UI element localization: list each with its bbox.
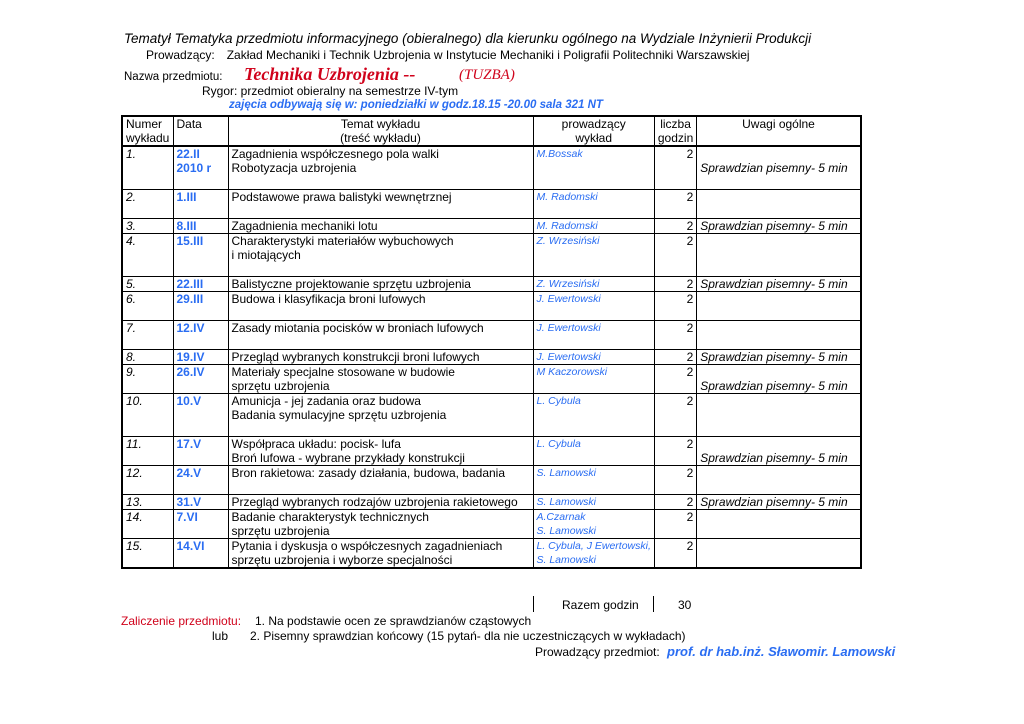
cell-lecturer	[533, 451, 654, 466]
cell-lecturer	[533, 408, 654, 422]
cell-number	[122, 175, 173, 190]
cell-note	[697, 262, 861, 277]
cell-hours	[654, 175, 696, 190]
cell-date: 1.III	[173, 190, 228, 205]
cell-hours: 2	[654, 219, 696, 234]
cell-note	[697, 146, 861, 161]
cell-lecturer: L. Cybula	[533, 394, 654, 409]
table-row	[122, 553, 861, 568]
header-lecturer: prowadzący	[533, 116, 654, 131]
lecturers-value: Zakład Mechaniki i Technik Uzbrojenia w Instytucie Mechaniki i Poligrafii Politechniki Warszawskiej	[226, 48, 750, 62]
cell-topic: Przegląd wybranych rodzajów uzbrojenia rakietowego	[228, 495, 533, 510]
cell-lecturer	[533, 335, 654, 350]
cell-lecturer: J. Ewertowski	[533, 321, 654, 336]
cell-date: 14.VI	[173, 539, 228, 554]
cell-hours: 2	[654, 321, 696, 336]
cell-topic: Badania symulacyjne sprzętu uzbrojenia	[228, 408, 533, 422]
assessment-option-1: 1. Na podstawie ocen ze sprawdzianów cząstowych	[255, 614, 532, 628]
cell-date	[173, 175, 228, 190]
course-schedule: zajęcia odbywają się w: poniedziałki w godz.18.15 -20.00 sala 321 NT	[229, 99, 603, 111]
cell-date: 19.IV	[173, 350, 228, 365]
cell-topic: Współpraca układu: pocisk- lufa	[228, 437, 533, 452]
cell-topic	[228, 204, 533, 219]
cell-note	[697, 408, 861, 422]
cell-lecturer: L. Cybula, J Ewertowski,	[533, 539, 654, 554]
header-topic: Temat wykładu	[228, 116, 533, 131]
table-header-row	[122, 116, 861, 131]
cell-lecturer	[533, 422, 654, 437]
lecture-table	[121, 115, 862, 569]
cell-topic: Balistyczne projektowanie sprzętu uzbrojenia	[228, 277, 533, 292]
cell-date: 31.V	[173, 495, 228, 510]
lead-lecturer-name: prof. dr hab.inż. Sławomir. Lamowski	[667, 644, 896, 659]
cell-date	[173, 451, 228, 466]
cell-lecturer: S. Lamowski	[533, 524, 654, 539]
cell-lecturer	[533, 306, 654, 321]
cell-lecturer: M Kaczorowski	[533, 365, 654, 380]
cell-number: 3.	[122, 219, 173, 234]
cell-note	[697, 422, 861, 437]
cell-number: 9.	[122, 365, 173, 380]
cell-hours	[654, 408, 696, 422]
table-header-row-2	[122, 131, 861, 146]
cell-lecturer: M.Bossak	[533, 146, 654, 161]
header-topic-2: (treść wykładu)	[228, 131, 533, 146]
cell-topic	[228, 422, 533, 437]
cell-note	[697, 524, 861, 539]
cell-note: Sprawdzian pisemny- 5 min	[697, 219, 861, 234]
cell-topic	[228, 262, 533, 277]
cell-note	[697, 175, 861, 190]
cell-topic: Zasady miotania pocisków w broniach lufowych	[228, 321, 533, 336]
cell-hours: 2	[654, 495, 696, 510]
cell-lecturer: J. Ewertowski	[533, 350, 654, 365]
cell-hours: 2	[654, 277, 696, 292]
cell-topic: Bron rakietowa: zasady działania, budowa, badania	[228, 466, 533, 481]
cell-number	[122, 422, 173, 437]
cell-note	[697, 437, 861, 452]
cell-hours: 2	[654, 365, 696, 380]
table-row	[122, 321, 861, 336]
cell-note	[697, 204, 861, 219]
assessment-label: Zaliczenie przedmiotu:	[121, 614, 242, 628]
cell-number: 7.	[122, 321, 173, 336]
table-row	[122, 262, 861, 277]
cell-hours: 2	[654, 539, 696, 554]
cell-topic: Charakterystyki materiałów wybuchowych	[228, 234, 533, 249]
cell-hours: 2	[654, 437, 696, 452]
cell-date	[173, 248, 228, 262]
table-row	[122, 277, 861, 292]
table-row	[122, 495, 861, 510]
cell-note: Sprawdzian pisemny- 5 min	[697, 161, 861, 175]
cell-number: 2.	[122, 190, 173, 205]
cell-hours: 2	[654, 394, 696, 409]
cell-topic: sprzętu uzbrojenia	[228, 379, 533, 394]
table-row	[122, 422, 861, 437]
cell-note	[697, 539, 861, 554]
lecture-table-body	[122, 116, 861, 568]
table-row	[122, 335, 861, 350]
cell-hours	[654, 262, 696, 277]
cell-topic	[228, 480, 533, 495]
cell-hours: 2	[654, 350, 696, 365]
cell-note: Sprawdzian pisemny- 5 min	[697, 350, 861, 365]
cell-hours	[654, 248, 696, 262]
cell-topic	[228, 175, 533, 190]
table-row	[122, 437, 861, 452]
cell-note	[697, 335, 861, 350]
cell-hours: 2	[654, 292, 696, 307]
cell-note	[697, 394, 861, 409]
cell-date: 26.IV	[173, 365, 228, 380]
lecturers-line	[146, 48, 750, 62]
total-separator-right	[653, 596, 654, 612]
cell-date: 8.III	[173, 219, 228, 234]
cell-hours	[654, 553, 696, 568]
cell-note: Sprawdzian pisemny- 5 min	[697, 379, 861, 394]
header-date: Data	[173, 116, 228, 131]
cell-note	[697, 480, 861, 495]
table-row	[122, 161, 861, 175]
cell-date: 2010 r	[173, 161, 228, 175]
cell-lecturer	[533, 204, 654, 219]
table-row	[122, 306, 861, 321]
cell-date: 10.V	[173, 394, 228, 409]
cell-lecturer: A.Czarnak	[533, 510, 654, 525]
cell-lecturer: Z. Wrzesiński	[533, 277, 654, 292]
cell-lecturer	[533, 175, 654, 190]
cell-hours: 2	[654, 190, 696, 205]
table-row	[122, 480, 861, 495]
cell-lecturer	[533, 161, 654, 175]
cell-number	[122, 248, 173, 262]
course-label: Nazwa przedmiotu:	[124, 71, 223, 83]
table-row	[122, 539, 861, 554]
cell-topic	[228, 335, 533, 350]
table-row	[122, 190, 861, 205]
cell-date: 17.V	[173, 437, 228, 452]
cell-number	[122, 451, 173, 466]
table-row	[122, 451, 861, 466]
cell-number	[122, 306, 173, 321]
cell-date: 24.V	[173, 466, 228, 481]
cell-lecturer: M. Radomski	[533, 219, 654, 234]
table-row	[122, 175, 861, 190]
header-number: Numer	[122, 116, 173, 131]
cell-date	[173, 335, 228, 350]
cell-number: 14.	[122, 510, 173, 525]
cell-number	[122, 524, 173, 539]
cell-note	[697, 321, 861, 336]
header-notes: Uwagi ogólne	[697, 116, 861, 131]
cell-topic: Broń lufowa - wybrane przykłady konstrukcji	[228, 451, 533, 466]
cell-number: 11.	[122, 437, 173, 452]
cell-date	[173, 480, 228, 495]
header-notes-2	[697, 131, 861, 146]
lecturers-label: Prowadzący:	[146, 48, 215, 62]
cell-note	[697, 553, 861, 568]
cell-number	[122, 262, 173, 277]
cell-hours	[654, 204, 696, 219]
header-number-2: wykładu	[122, 131, 173, 146]
cell-note	[697, 365, 861, 380]
cell-hours: 2	[654, 466, 696, 481]
cell-topic: i miotających	[228, 248, 533, 262]
cell-date	[173, 379, 228, 394]
cell-number: 10.	[122, 394, 173, 409]
cell-hours	[654, 379, 696, 394]
cell-note: Sprawdzian pisemny- 5 min	[697, 277, 861, 292]
total-separator-left	[533, 596, 534, 612]
cell-hours	[654, 524, 696, 539]
table-row	[122, 365, 861, 380]
cell-date: 15.III	[173, 234, 228, 249]
cell-date: 7.VI	[173, 510, 228, 525]
table-row	[122, 510, 861, 525]
cell-topic: Badanie charakterystyk technicznych	[228, 510, 533, 525]
cell-note	[697, 466, 861, 481]
cell-lecturer: S. Lamowski	[533, 495, 654, 510]
header-hours-2: godzin	[654, 131, 696, 146]
cell-date	[173, 408, 228, 422]
cell-lecturer: M. Radomski	[533, 190, 654, 205]
cell-topic: Zagadnienia mechaniki lotu	[228, 219, 533, 234]
cell-note	[697, 306, 861, 321]
cell-hours	[654, 480, 696, 495]
cell-note	[697, 190, 861, 205]
cell-hours: 2	[654, 510, 696, 525]
cell-hours	[654, 422, 696, 437]
table-row	[122, 466, 861, 481]
cell-hours	[654, 161, 696, 175]
cell-lecturer	[533, 248, 654, 262]
table-row	[122, 524, 861, 539]
cell-date	[173, 204, 228, 219]
assessment-option-2: 2. Pisemny sprawdzian końcowy (15 pytań- dla nie uczestniczących w wykładach)	[250, 629, 686, 643]
table-row	[122, 292, 861, 307]
cell-note: Sprawdzian pisemny- 5 min	[697, 451, 861, 466]
cell-hours	[654, 335, 696, 350]
cell-date: 12.IV	[173, 321, 228, 336]
cell-lecturer	[533, 480, 654, 495]
cell-number	[122, 408, 173, 422]
cell-number: 12.	[122, 466, 173, 481]
cell-number: 8.	[122, 350, 173, 365]
cell-topic: Podstawowe prawa balistyki wewnętrznej	[228, 190, 533, 205]
cell-lecturer: J. Ewertowski	[533, 292, 654, 307]
cell-lecturer	[533, 262, 654, 277]
cell-topic: Przegląd wybranych konstrukcji broni lufowych	[228, 350, 533, 365]
table-row	[122, 234, 861, 249]
cell-number: 1.	[122, 146, 173, 161]
cell-hours: 2	[654, 146, 696, 161]
cell-date: 29.III	[173, 292, 228, 307]
cell-topic: Zagadnienia współczesnego pola walki	[228, 146, 533, 161]
cell-lecturer	[533, 379, 654, 394]
table-row	[122, 379, 861, 394]
cell-number	[122, 553, 173, 568]
header-date-2	[173, 131, 228, 146]
course-name: Technika Uzbrojenia --	[244, 64, 416, 84]
cell-note	[697, 292, 861, 307]
table-row	[122, 408, 861, 422]
cell-date: 22.II	[173, 146, 228, 161]
cell-number: 15.	[122, 539, 173, 554]
cell-hours: 2	[654, 234, 696, 249]
cell-date	[173, 262, 228, 277]
table-row	[122, 219, 861, 234]
cell-date	[173, 306, 228, 321]
cell-topic: Budowa i klasyfikacja broni lufowych	[228, 292, 533, 307]
cell-date	[173, 524, 228, 539]
cell-topic: Amunicja - jej zadania oraz budowa	[228, 394, 533, 409]
table-row	[122, 146, 861, 161]
cell-date	[173, 553, 228, 568]
cell-topic	[228, 306, 533, 321]
cell-number	[122, 335, 173, 350]
cell-hours	[654, 306, 696, 321]
cell-number	[122, 480, 173, 495]
cell-note	[697, 234, 861, 249]
cell-topic: Robotyzacja uzbrojenia	[228, 161, 533, 175]
cell-lecturer: L. Cybula	[533, 437, 654, 452]
course-code: (TUZBA)	[459, 67, 515, 83]
header-hours: liczba	[654, 116, 696, 131]
cell-topic: Pytania i dyskusja o współczesnych zagadnieniach	[228, 539, 533, 554]
total-hours-value: 30	[678, 598, 692, 612]
cell-date	[173, 422, 228, 437]
cell-note	[697, 510, 861, 525]
cell-number	[122, 161, 173, 175]
table-row	[122, 204, 861, 219]
total-hours-label: Razem godzin	[562, 598, 639, 612]
cell-topic: Materiały specjalne stosowane w budowie	[228, 365, 533, 380]
cell-number: 4.	[122, 234, 173, 249]
cell-topic: sprzętu uzbrojenia i wyborze specjalności	[228, 553, 533, 568]
table-row	[122, 394, 861, 409]
cell-number: 6.	[122, 292, 173, 307]
cell-number	[122, 379, 173, 394]
cell-lecturer: S. Lamowski	[533, 553, 654, 568]
cell-number: 5.	[122, 277, 173, 292]
assessment-or: lub	[212, 629, 229, 643]
cell-lecturer: S. Lamowski	[533, 466, 654, 481]
course-rigor: Rygor: przedmiot obieralny na semestrze IV-tym	[202, 84, 459, 98]
cell-hours	[654, 451, 696, 466]
cell-lecturer: Z. Wrzesiński	[533, 234, 654, 249]
table-row	[122, 248, 861, 262]
cell-number: 13.	[122, 495, 173, 510]
cell-note	[697, 248, 861, 262]
cell-topic: sprzętu uzbrojenia	[228, 524, 533, 539]
cell-date: 22.III	[173, 277, 228, 292]
lead-lecturer-label: Prowadzący przedmiot:	[535, 645, 660, 659]
cell-number	[122, 204, 173, 219]
header-lecturer-2: wykład	[533, 131, 654, 146]
cell-note: Sprawdzian pisemny- 5 min	[697, 495, 861, 510]
document-title: Tematył Tematyka przedmiotu informacyjnego (obieralnego) dla kierunku ogólnego na Wydziale Inżynierii Produkcji	[124, 31, 812, 46]
table-row	[122, 350, 861, 365]
